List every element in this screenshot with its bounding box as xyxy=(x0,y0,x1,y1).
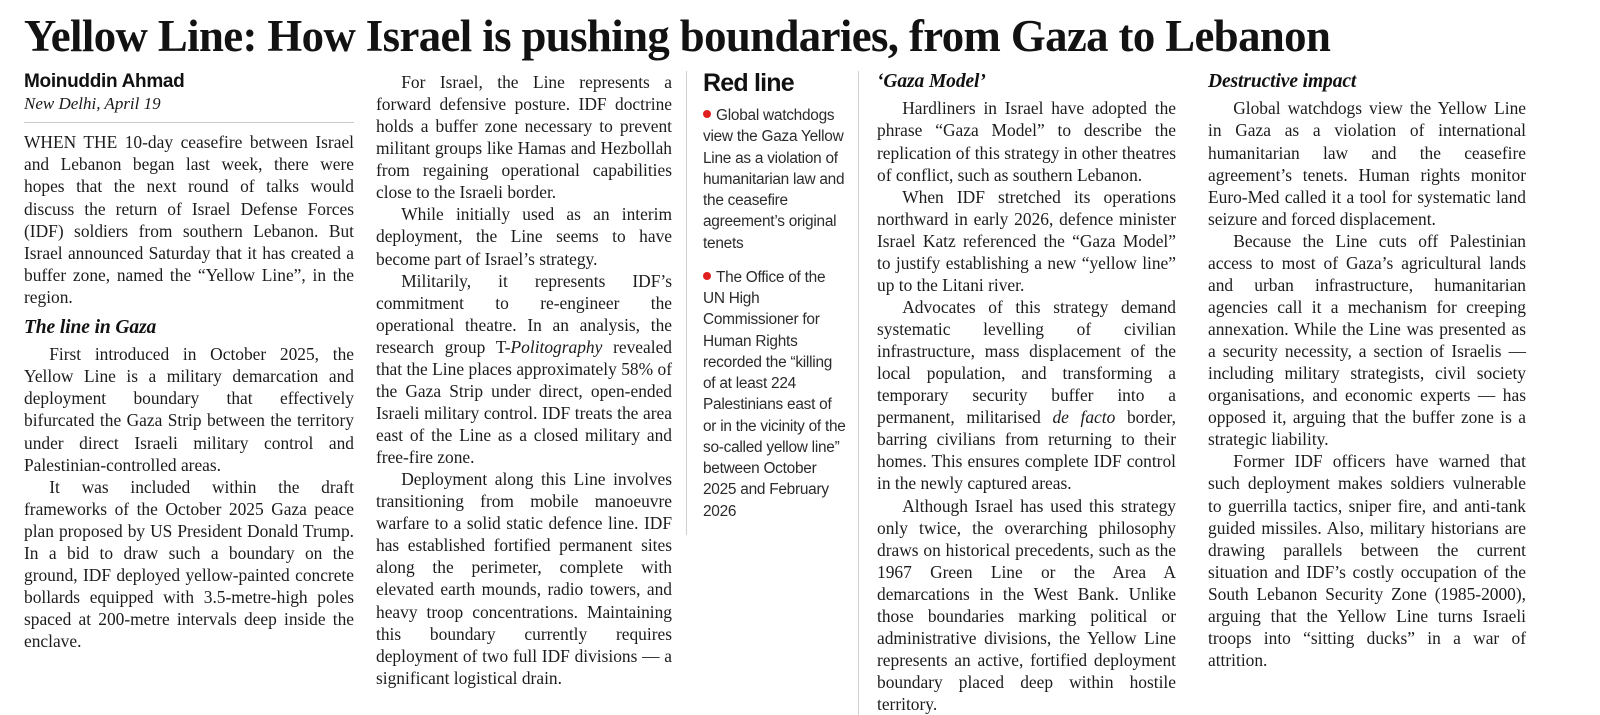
text-before-italic: Advocates of this strategy demand systematic levelling of civilian infrastructure, mass displacement of the local population, and transforming a temporary security buffer into a permanent, militarised xyxy=(877,296,1176,428)
sidebar-title: Red line xyxy=(703,69,794,97)
paragraph: It was included within the draft frameworks of the October 2025 Gaza peace plan proposed by US President Donald Trump. In a bid to draw such a boundary on the ground, IDF deployed yellow-painted concrete bollards equipped with 3.5-metre-high poles spaced at 200-metre intervals deep inside the enclave. xyxy=(24,476,354,652)
byline-dateline: New Delhi, April 19 xyxy=(24,94,161,114)
paragraph: Although Israel has used this strategy only twice, the overarching philosophy draws on historical precedents, such as the 1967 Green Line or the Area A demarcations in the West Bank. Unlike those boundaries marking political or administrative divisions, the Yellow Line represents an active, fortified deployment boundary placed deep within hostile territory. xyxy=(877,495,1176,715)
list-item xyxy=(703,105,846,254)
text-after-italic: border, barring civilians from returning to their homes. This ensures complete IDF control in the newly captured areas. xyxy=(877,407,1176,494)
text-after-italic: revealed that the Line places approximately 58% of the Gaza Strip under direct, open-ended Israeli military control. IDF treats the area east of the Line as a closed military and free-fire zone. xyxy=(376,336,672,468)
subhead-line-in-gaza: The line in Gaza xyxy=(24,316,157,338)
paragraph: Former IDF officers have warned that such deployment makes soldiers vulnerable to guerrilla tactics, sniper fire, and anti-tank guided missiles. Also, military historians are drawing parallels between the current situation and IDF’s costly occupation of the South Lebanon Security Zone (1985-2000), arguing that the Yellow Line turns Israeli troops into “sitting ducks” in a war of attrition. xyxy=(1208,451,1526,670)
newspaper-page xyxy=(0,11,1600,715)
byline-divider xyxy=(24,122,354,123)
byline-author: Moinuddin Ahmad xyxy=(24,71,185,92)
article-column-four xyxy=(858,71,1190,715)
italic-de-facto: de facto xyxy=(1052,407,1116,428)
red-dot-icon xyxy=(703,272,711,280)
page-title: Yellow Line: How Israel is pushing boundaries, from Gaza to Lebanon xyxy=(23,11,1331,61)
paragraph: Deployment along this Line involves transitioning from mobile manoeuvre warfare to a solid static defence line. IDF has established fortified permanent sites along the perimeter, complete with elevated earth mounds, radio towers, and heavy troop concentrations. Maintaining this boundary currently requires deployment of two full IDF divisions — a significant logistical drain. xyxy=(376,469,672,688)
article-columns xyxy=(18,71,1582,715)
paragraph-advocates xyxy=(877,296,1176,495)
list-item-text: Global watchdogs view the Gaza Yellow Line as a violation of humanitarian law and the ceasefire agreement’s original tenets xyxy=(703,107,845,252)
subhead-destructive-impact: Destructive impact xyxy=(1208,71,1357,92)
list-item-text: The Office of the UN High Commissioner for Human Rights recorded the “killing of at least 224 Palestinians east of or in the vicinity of the so-called yellow line” between October 2025 and February 2026 xyxy=(703,268,846,520)
text-before-italic: Militarily, it represents IDF’s commitment to re-engineer the operational theatre. In an analysis, the research group T- xyxy=(376,270,672,357)
italic-politography: Politography xyxy=(510,336,603,357)
paragraph: WHEN THE 10-day ceasefire between Israel and Lebanon began last week, there were hopes that the next round of talks would discuss the return of Israel Defense Forces (IDF) soldiers from southern Lebanon. But Israel announced Saturday that it has created a buffer zone, named the “Yellow Line”, in the region. xyxy=(24,132,354,307)
paragraph: Because the Line cuts off Palestinian access to most of Gaza’s agricultural lands and urban infrastructure, humanitarian agencies call it a mechanism for creeping annexation. While the Line was presented as a security necessity, a section of Israelis — including military strategists, civil society organisations, and economic experts — has opposed it, arguing that the buffer zone is a strategic liability. xyxy=(1208,230,1526,450)
sidebar-red-line xyxy=(686,71,858,535)
red-dot-icon xyxy=(703,110,711,118)
paragraph: For Israel, the Line represents a forward defensive posture. IDF doctrine holds a buffer zone necessary to prevent militant groups like Hamas and Hezbollah from regaining operational capabilities close to the Israeli border. xyxy=(376,72,672,203)
subhead-gaza-model: ‘Gaza Model’ xyxy=(877,71,986,92)
paragraph: When IDF stretched its operations northward in early 2026, defence minister Israel Katz referenced the “Gaza Model” to justify establishing a new “yellow line” up to the Litani river. xyxy=(877,186,1176,295)
article-column-five xyxy=(1190,71,1526,671)
byline xyxy=(24,71,354,123)
paragraph: Global watchdogs view the Yellow Line in Gaza as a violation of international humanitarian law and the ceasefire agreement’s tenets. Human rights monitor Euro-Med called it a tool for systematic land seizure and forced displacement. xyxy=(1208,98,1526,229)
paragraph: First introduced in October 2025, the Yellow Line is a military demarcation and deployment boundary that effectively bifurcated the Gaza Strip between the territory under direct Israeli military control and Palestinian-controlled areas. xyxy=(24,344,354,475)
list-item xyxy=(703,267,846,522)
paragraph-militarily xyxy=(376,270,672,469)
article-column-one xyxy=(24,71,370,652)
article-column-two xyxy=(370,71,686,689)
paragraph: Hardliners in Israel have adopted the phrase “Gaza Model” to describe the replication of this strategy in other theatres of conflict, such as southern Lebanon. xyxy=(877,98,1176,185)
paragraph: While initially used as an interim deployment, the Line seems to have become part of Israel’s strategy. xyxy=(376,204,672,269)
